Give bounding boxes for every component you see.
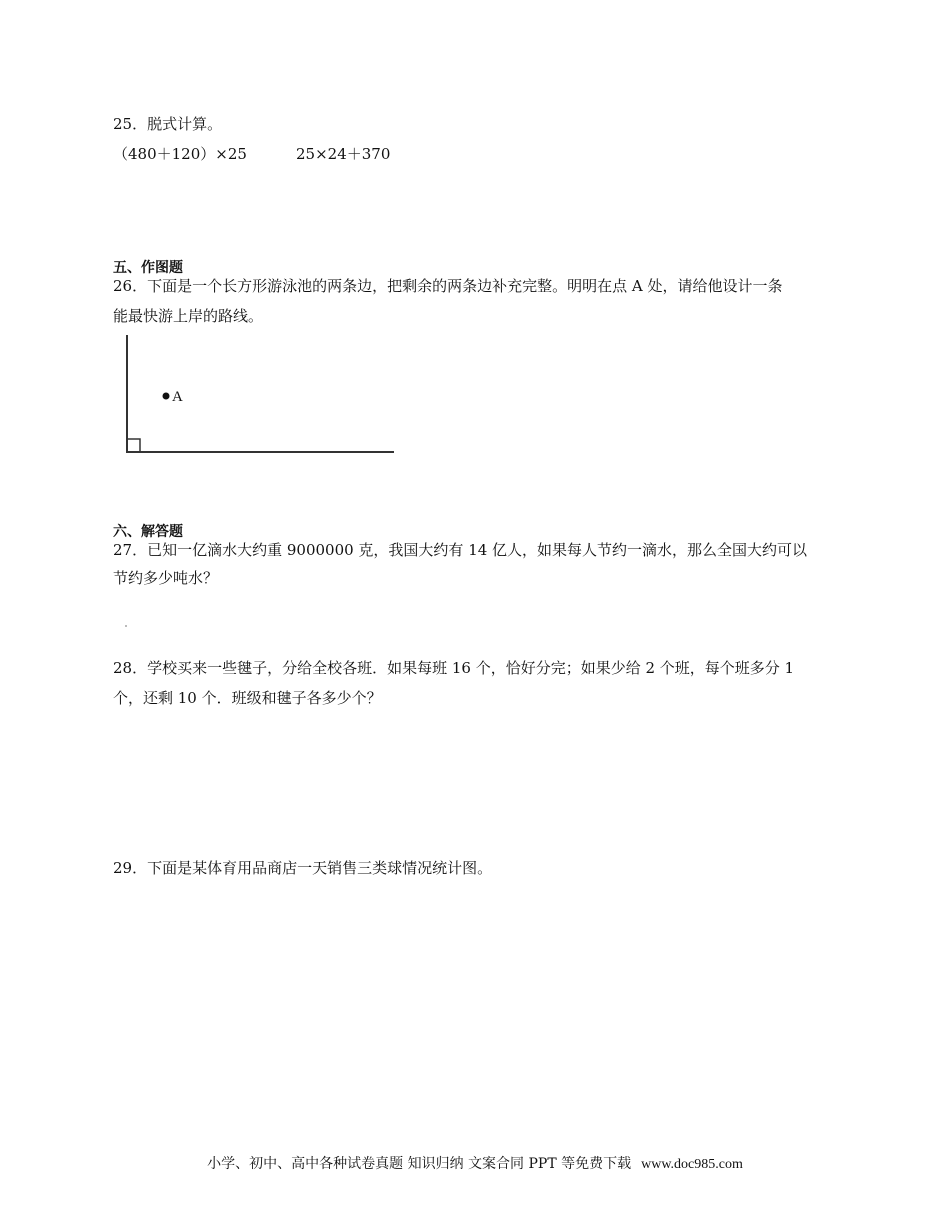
section-5-heading: 五、作图题 bbox=[113, 260, 183, 276]
question-27-line-2: 节约多少吨水？ bbox=[113, 569, 219, 587]
question-26-line-2: 能最快游上岸的路线。 bbox=[113, 307, 264, 325]
question-25-expression-1: （480＋120）×25 bbox=[113, 145, 247, 163]
stray-dot-mark bbox=[125, 625, 127, 627]
footer-text: 小学、初中、高中各种试卷真题 知识归纳 文案合同 PPT 等免费下载 bbox=[207, 1156, 632, 1172]
question-29-line-1: 29．下面是某体育用品商店一天销售三类球情况统计图。 bbox=[113, 859, 493, 877]
question-26-line-1: 26．下面是一个长方形游泳池的两条边，把剩余的两条边补充完整。明明在点 A 处，请给他设计一条 bbox=[113, 277, 783, 295]
point-a-dot bbox=[163, 393, 170, 400]
right-angle-mark bbox=[127, 439, 140, 452]
point-a-label: A bbox=[172, 389, 183, 405]
pool-edges-figure bbox=[115, 333, 405, 463]
page-footer bbox=[0, 1154, 950, 1175]
question-28-line-2: 个，还剩 10 个．班级和毽子各多少个？ bbox=[113, 689, 382, 707]
question-27-line-1: 27．已知一亿滴水大约重 9000000 克，我国大约有 14 亿人，如果每人节约一滴水，那么全国大约可以 bbox=[113, 541, 808, 559]
question-25-title: 25．脱式计算。 bbox=[113, 115, 223, 133]
question-28-line-1: 28．学校买来一些毽子，分给全校各班．如果每班 16 个，恰好分完；如果少给 2 个班，每个班多分 1 bbox=[113, 659, 795, 677]
question-25-expression-2: 25×24＋370 bbox=[296, 145, 391, 163]
footer-url: www.doc985.com bbox=[641, 1157, 743, 1172]
section-6-heading: 六、解答题 bbox=[113, 524, 183, 540]
